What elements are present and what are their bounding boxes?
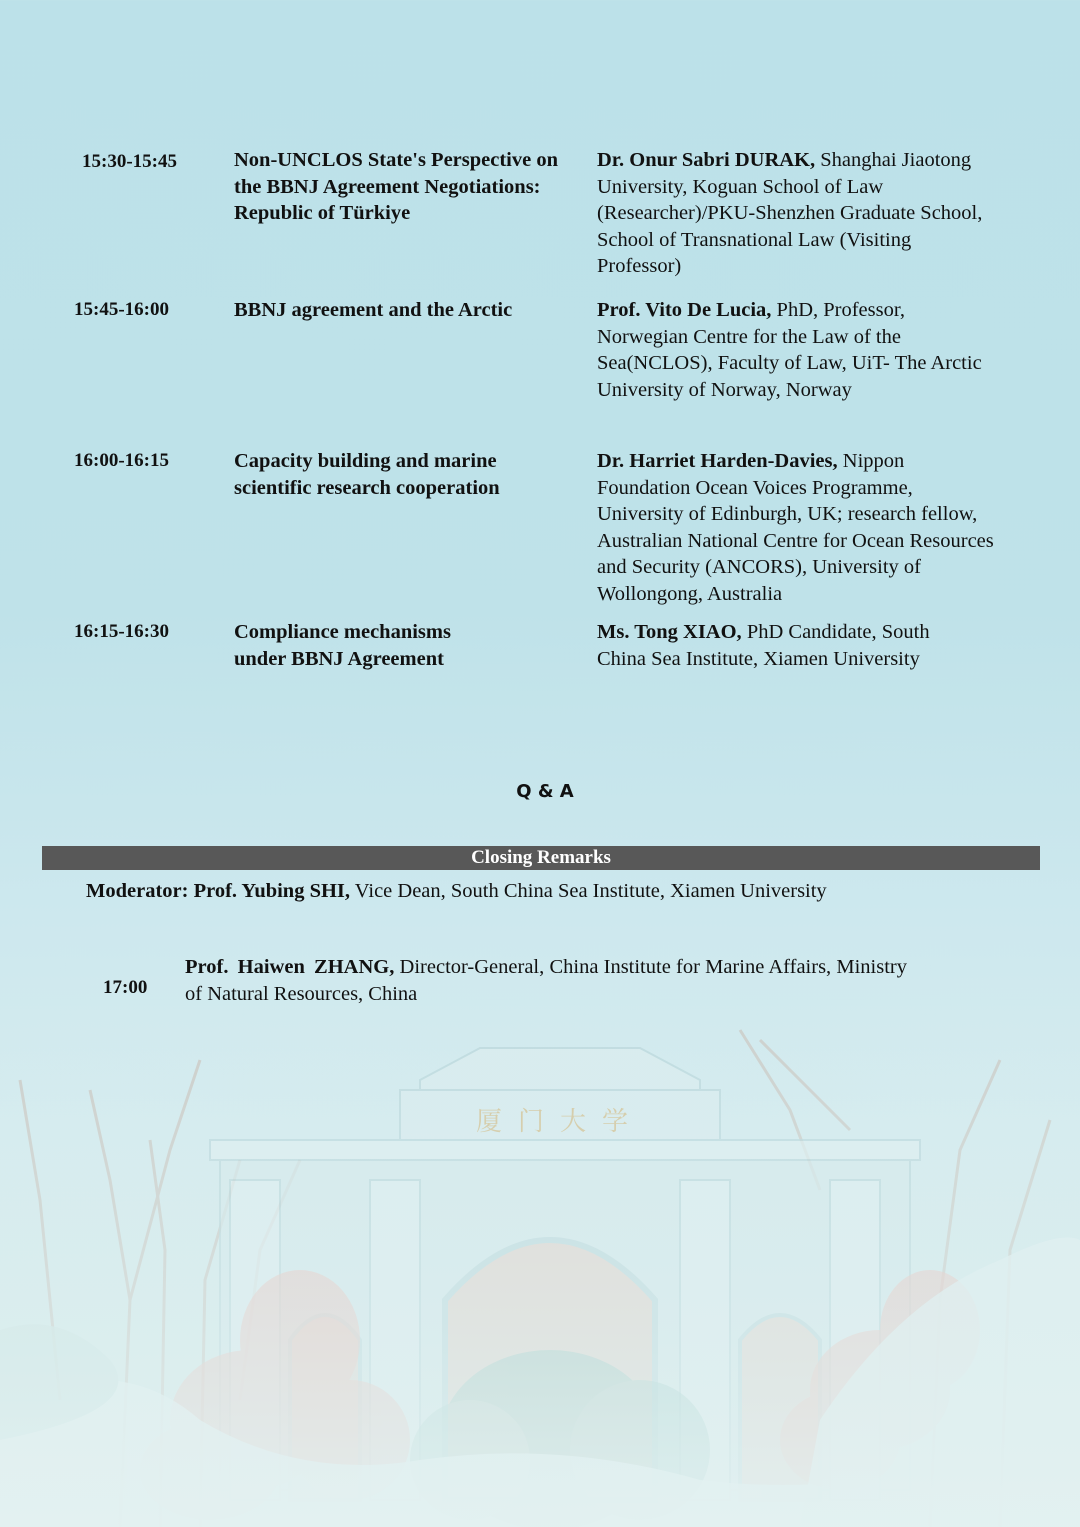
session-time: 15:30-15:45 [82,151,177,172]
session-speaker [597,297,997,403]
speaker-name: Ms. Tong XIAO, [597,621,742,643]
session-topic: Capacity building and marine scientific research cooperation [234,450,500,499]
speaker-affiliation: Nippon Foundation Ocean Voices Programme, University of Edinburgh, UK; research fellow, Australian National Centre for Ocean Resources and Security (ANCORS), University of Wollongong, Australia [597,450,994,605]
session-topic: Non-UNCLOS State's Perspective on the BBNJ Agreement Negotiations: Republic of Türkiye [234,149,558,224]
session-speaker [597,619,967,672]
moderator-affiliation: Vice Dean, South China Sea Institute, Xiamen University [350,880,827,902]
moderator-line [86,878,827,904]
qa-label: Q & A [516,781,574,802]
speaker-name: Prof. Haiwen ZHANG, [185,956,395,978]
session-speaker [597,147,997,280]
session-time: 16:15-16:30 [74,621,169,642]
closing-remarks-header: Closing Remarks [42,846,1040,870]
session-speaker [597,448,997,607]
speaker-affiliation: PhD Candidate, South China Sea Institute, Xiamen University [597,621,930,670]
session-time: 16:00-16:15 [74,450,169,471]
speaker-name: Prof. Vito De Lucia, [597,299,772,321]
session-topic: BBNJ agreement and the Arctic [234,299,513,321]
speaker-name: Dr. Onur Sabri DURAK, [597,149,816,171]
session-topic: Compliance mechanisms under BBNJ Agreement [234,621,451,670]
speaker-affiliation: Shanghai Jiaotong University, Koguan School of Law (Researcher)/PKU-Shenzhen Graduate School, School of Transnational Law (Visiting Professor) [597,149,983,277]
closing-time: 17:00 [103,977,148,998]
moderator-label: Moderator: Prof. Yubing SHI, [86,880,351,902]
speaker-affiliation: Director-General, China Institute for Marine Affairs, Ministry of Natural Resources, China [185,956,907,1005]
speaker-affiliation: PhD, Professor, Norwegian Centre for the Law of the Sea(NCLOS), Faculty of Law, UiT- The Arctic University of Norway, Norway [597,299,982,401]
session-time: 15:45-16:00 [74,299,169,320]
speaker-name: Dr. Harriet Harden-Davies, [597,450,838,472]
closing-speaker [185,954,907,1007]
